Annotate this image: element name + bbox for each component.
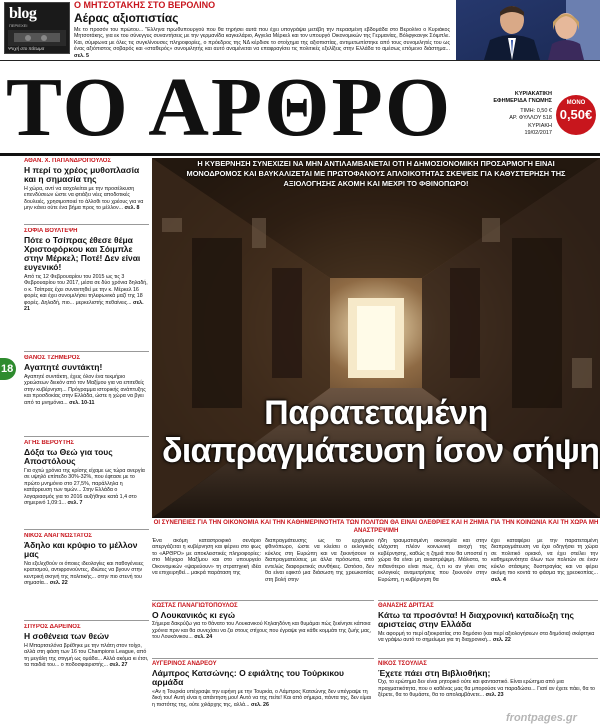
blog-box bbox=[4, 2, 70, 54]
left-author: ΣΠΥΡΟΣ ΔΑΡΕΙΝΟΣ bbox=[24, 624, 81, 630]
left-body-text: Αγαπητέ συντάκτη, έχεις όλον ένα τεκμήριο χρεώσεων διεκόν από τον Μαξίμου για να επιτεθείς στην κυβέρνηση... Πρόγραμμα ιστορικής ανάπτυξης και προσδοκίας στην Ελλάδα, ώστε η χώρα να βγει από τα μνημόνια... bbox=[24, 374, 146, 406]
left-ref: σελ. 22 bbox=[49, 580, 68, 587]
left-ref: σελ. 7 bbox=[67, 500, 83, 507]
blog-caption: Ψυχή στο πάτωμα bbox=[8, 46, 45, 51]
bottom-author: ΚΩΣΤΑΣ ΠΑΝΑΓΙΩΤΟΠΟΥΛΟΣ bbox=[152, 603, 238, 609]
top-band bbox=[0, 0, 600, 60]
main-col bbox=[152, 538, 261, 598]
left-body bbox=[24, 274, 149, 313]
blog-logo: blog bbox=[9, 5, 37, 22]
left-ref: σελ. 8 bbox=[124, 205, 140, 212]
main-col-text: Ένα ακόμη καταστροφικό σενάριο απεργάζεται η κυβέρνηση και φέρνει στο φως το «ΑΡΘΡΟ» με αποκλειστικές πληροφορίες: στο Μέγαρο Μαξίμου και στο υπουργείο Οικονομικών «ψαρεύουν» τη στρατηγική ιδέα να επιχειρηθεί... μακρά παράταση της bbox=[152, 538, 261, 577]
left-title: Δόξα τω Θεώ για τους Αποστόλους bbox=[24, 447, 113, 466]
left-body-text: Από τις 12 Φεβρουαρίου του 2015 ως τις 3 Φεβρουαρίου του 2017, μέσα σε δύο χρόνια δηλαδή, ο κ. Τσίπρας έχει συναντηθεί με την κ. Μέρκελ 16 φορές και έχει συνομιλήσει τηλεφωνικά μαζί της 18 φορές. Δηλαδή, πιο... μερκελιστής πεθαίνεις... bbox=[24, 273, 148, 306]
masthead-day: ΚΥΡΙΑΚΗ bbox=[528, 122, 552, 129]
main-col-text: έχει καταφέρει με την παρατεταμένη διαπραγμάτευση να έχει οδηγήσει τη χώρα σε πολιτικό οριακό, να έχει στείλει την καθημερινότητα όλων των πολιτών σε έναν κύκλο στάσιμης δυσπραγίας και να φέρει ακόμη πιο κοντά το φάσμα της χρεοκοπίας... bbox=[491, 538, 598, 577]
bottom-body bbox=[152, 689, 374, 708]
bottom-ref: σελ. 26 bbox=[250, 701, 269, 708]
blog-sub: ΠΕΡΙΕΧΕΙ bbox=[9, 23, 28, 28]
left-body-text: Για οχτώ χρόνια της κρίσης είχαμε ως τώρα ανεργία σε υψηλό επίπεδο 30%-32%, που έφτασε με το πρώτο μνημόνιο στο 27,5%, παράλληλα η κατάρρευση των τιμών... Στην Ελλάδα ο λογαριασμός για το 2016 αυξήθηκε κατά 1,4 στο σημερινό 1,09:1... bbox=[24, 467, 145, 507]
page-marker-text: 18 bbox=[1, 363, 14, 375]
bottom-body bbox=[378, 631, 598, 644]
top-body-text: Με το προσόν του πρώτου... "Ελληνα πρωθυπουργού που θα τηρήσει αυτά που έχει υπογράψει μετέβη την περασμένη εβδομάδα στο Βερολίνο ο Κυριάκος Μητσοτάκης, για εκ του σύνεγγυς συναντήσεις με την γερμανίδα καγκελάριο, Αγγελα Μέρκελ και τον υπουργό Οικονομικών της Γερμανίας, Βόλφγκανγκ Σόιμπλε. Και, σύμφωνα με όλες τις συγκλίνουσες πληροφορίες, ο πρόεδρος της ΝΔ κέρδισε το στοίχημα της αξιοπιστίας, αντιμετωπίστηκε από τους συνομιλητές του ως ένας αξιόπιστος σοβαρός και «σταθερός» συνομιλητής και αυτό αναμένεται να επαφραγίσει τις πολιτικές εξελίξεις στην Ελλάδα το αμέσως επόμενο διάστημα... bbox=[74, 27, 450, 53]
main-col bbox=[378, 538, 487, 598]
main-story bbox=[152, 158, 600, 518]
masthead-line1: ΚΥΡΙΑΚΑΤΙΚΗ bbox=[514, 91, 552, 97]
left-title: Αγαπητέ συντάκτη! bbox=[24, 362, 103, 373]
masthead-price: ΤΙΜΗ: 0,50 € bbox=[520, 108, 552, 115]
page-marker bbox=[0, 358, 16, 380]
top-body bbox=[74, 27, 450, 60]
politicians-photo bbox=[456, 0, 600, 60]
left-article bbox=[24, 624, 149, 724]
left-column bbox=[24, 158, 149, 726]
bottom-author: ΑΥΓΕΡΙΝΟΣ ΑΝΔΡΕΟΥ bbox=[152, 661, 217, 667]
left-body bbox=[24, 374, 149, 406]
left-title: Η περί το χρέος μυθοπλασία και η σημασία της bbox=[24, 165, 140, 184]
price-badge bbox=[556, 95, 596, 135]
left-author: ΣΟΦΙΑ ΒΟΥΛΤΕΨΗ bbox=[24, 228, 78, 234]
bottom-title: Έχετε πάει στη Βιβλιοθήκη; bbox=[378, 668, 491, 679]
left-body bbox=[24, 186, 149, 212]
left-body-text: Η χώρα, αντί να ασχολείται με την προσέλκυση επενδύσεων ώστε να φτιάξει νέες αποδοτικές δουλειές, χρησιμοποιεί το άλλοθι του χρέους για να μην κάνει ούτε ένα βήμα προς το μέλλον... bbox=[24, 185, 144, 212]
bottom-body-text: Σήμερα δακρύζω για το θάνατο του Λουκανικού Κηλαηδόνη και θυμάμαι πώς ξεκίνησε κάποια χρόνια πριν και θα συνεχίσει να ζει στους στίχους που έγραψε για κάθε κομμάτι της ζωής μας, του Λουκάνικου... bbox=[152, 621, 372, 641]
watermark: frontpages.gr bbox=[506, 712, 577, 724]
left-ref: σελ. 10-11 bbox=[69, 399, 95, 406]
left-author: ΑΓΗΣ ΒΕΡΟΥΤΗΣ bbox=[24, 440, 74, 446]
left-title: Πότε ο Τσίπρας έθεσε θέμα Χριστοφόρκου και Σόιμπλε στην Μέρκελ; Ποτέ! Δεν είναι ευγενικό! bbox=[24, 235, 141, 272]
bottom-article bbox=[378, 600, 598, 655]
masthead-title: ΤΟ ΑΡΘΡΟ bbox=[6, 61, 453, 154]
left-author: ΘΑΝΟΣ ΤΖΗΜΕΡΟΣ bbox=[24, 355, 81, 361]
price-badge-value: 0,50€ bbox=[559, 107, 593, 123]
left-body-text: Η Μπαρτσελόνα βρέθηκε με την πλάτη στον τοίχο, αλλά στη φάση των 16 του Champions League, από τη μεγάλη της στιγμή ως ομάδα... Αλλά ακόμα κι έτσι, τα παιδιά του... ο ποδοσφαιριστής... bbox=[24, 643, 149, 669]
bottom-body bbox=[378, 679, 598, 698]
main-col-text: ήδη τραυματισμένη οικονομία και στην ελάχιστη πλέον κοινωνική ανοχή της κυβέρνησης, καθώς η ζημιά που θα υποστεί η χώρα θα είναι μη αναστρέψιμη. Μάλιστα, το πιθανότερο είναι πως, ό,τι κι αν γίνει στις εκλογικές αναμετρήσεις που ξεκινούν στην Ευρώπη, η κυβέρνηση θα bbox=[378, 538, 487, 583]
bottom-body-text: «Αν η Τουρκία υπέγραψε την ειρήνη με την Τουρκία, ο Λάμπρος Κατσώνης δεν υπέγραψε τη δική του! Αυτή είναι η απάντηση μου! Αυτό να της πείτε! Και από σήμερα, πάντα της, δεν είμαι η πιστότης της, ούτε χιλάρχης της, αλλά... bbox=[152, 688, 371, 708]
left-title: Η σοθένεια των θεών bbox=[24, 631, 110, 642]
left-article bbox=[24, 533, 149, 621]
masthead bbox=[0, 60, 600, 156]
left-article bbox=[24, 158, 149, 225]
main-col bbox=[491, 538, 598, 598]
blog-image bbox=[8, 30, 66, 46]
left-article bbox=[24, 440, 149, 530]
left-author: ΝΙΚΟΣ ΑΝΑΓΝΩΣΤΑΤΟΣ bbox=[24, 533, 92, 539]
bottom-body-text: Με αφορμή το περί αξιοκρατίας στο δημόσιο (και περί αξιολογήσεων στα δημόσια) σκέφτηκα να γράψω αυτό το σημείωμα για τη διαχρονική... bbox=[378, 630, 595, 644]
left-ref: σελ. 21 bbox=[24, 299, 144, 313]
top-ref: σελ. 5 bbox=[74, 52, 89, 59]
bottom-ref: σελ. 23 bbox=[485, 692, 504, 699]
left-title: Άδηλο και κρύφιο το μέλλον μας bbox=[24, 540, 138, 559]
main-headline-line1: Παρατεταμένη bbox=[264, 394, 488, 432]
price-badge-top: ΜΟΝΟ bbox=[566, 100, 586, 106]
left-body-text: Να εξελιχθούν οι όποιες ιδεολογίες και παθογένειες κρατισμού, αντιφρονούντες, ιδιώτες να βγουν στην κεντρική σκηνή της πολιτικής... στην πιο στενή του σημασία... bbox=[24, 560, 144, 587]
main-lead: Η ΚΥΒΕΡΝΗΣΗ ΣΥΝΕΧΙΖΕΙ ΝΑ ΜΗΝ ΑΝΤΙΛΑΜΒΑΝΕΤΑΙ ΟΤΙ Η ΔΗΜΟΣΙΟΝΟΜΙΚΗ ΠΡΟΣΑΡΜΟΓΗ ΕΙΝΑΙ ΜΟΝΟΔΡΟΜΟΣ ΚΑΙ ΒΑΥΚΑΛΙΖΕΤΑΙ ΜΕ ΠΡΩΤΟΦΑΝΟΥΣ ΑΠΛΟΙΚΟΤΗΤΑΣ ΣΚΕΨΕΙΣ ΓΙΑ ΚΑΘΥΣΤΕΡΗΣΗ ΤΗΣ ΑΞΙΟΛΟΓΗΣΗΣ ΑΚΟΜΗ ΚΑΙ ΜΕΧΡΙ ΤΟ ΦΘΙΝΟΠΩΡΟ! bbox=[186, 159, 566, 188]
bottom-author: ΝΙΚΟΣ ΤΣΟΥΛΙΑΣ bbox=[378, 661, 427, 667]
left-author: ΑΘΑΝ. Χ. ΠΑΠΑΝΔΡΟΠΟΥΛΟΣ bbox=[24, 158, 112, 164]
bottom-article bbox=[152, 600, 374, 655]
left-article bbox=[24, 228, 149, 352]
top-headline: Αέρας αξιοπιστίας bbox=[74, 11, 179, 25]
left-body bbox=[24, 468, 149, 507]
bottom-body bbox=[152, 621, 374, 640]
bottom-body-text: Όχι, το ερώτημα δεν είναι ρητορικό ούτε και φανταστικό. Είναι ερώτημα από μια πραγματικότητα, που ο καθένας μας θα μπορούσε να παραδώσει... Γιατί αν έχετε πάει, θα το ξέρετε, θα το θυμάστε, θα το απολαμβάνετε... bbox=[378, 679, 595, 699]
main-headline-line2: διαπραγμάτευση ίσον σήψη bbox=[162, 432, 600, 470]
bottom-article bbox=[152, 658, 374, 728]
left-article bbox=[24, 355, 149, 437]
left-ref: σελ. 27 bbox=[109, 662, 128, 669]
masthead-issue: ΑΡ. ΦΥΛΛΟΥ 518 bbox=[509, 115, 552, 122]
main-col bbox=[265, 538, 374, 598]
masthead-info bbox=[488, 91, 552, 137]
bottom-title: Κάτω τα προσόντα! Η διαχρονική καταδίωξη της αριστείας στην Ελλάδα bbox=[378, 610, 574, 630]
main-headline bbox=[162, 394, 600, 470]
bottom-ref: σελ. 24 bbox=[194, 634, 213, 641]
bottom-ref: σελ. 22 bbox=[492, 637, 511, 644]
bottom-author: ΘΑΝΑΣΗΣ ΔΡΙΤΣΑΣ bbox=[378, 603, 434, 609]
masthead-line2: ΕΦΗΜΕΡΙΔΑ ΓΝΩΜΗΣ bbox=[493, 98, 552, 105]
left-body bbox=[24, 561, 149, 587]
top-kicker: Ο ΜΗΤΣΟΤΑΚΗΣ ΣΤΟ ΒΕΡΟΛΙΝΟ bbox=[74, 0, 216, 10]
main-subhead: ΟΙ ΣΥΝΕΠΕΙΕΣ ΓΙΑ ΤΗΝ ΟΙΚΟΝΟΜΙΑ ΚΑΙ ΤΗΝ ΚΑΘΗΜΕΡΙΝΟΤΗΤΑ ΤΩΝ ΠΟΛΙΤΩΝ ΘΑ ΕΙΝΑΙ ΟΛΕΘΡΙΕΣ ΚΑΙ Η ΖΗΜΙΑ ΓΙΑ ΤΗΝ ΚΟΙΝΩΝΙΑ ΚΑΙ ΤΗ ΧΩΡΑ ΜΗ ΑΝΑΣΤΡΕΨΙΜΗ bbox=[153, 519, 599, 534]
main-col-text: διαπραγμάτευσης ως το ερχόμενο φθινόπωρο, ώστε να κλείσει ο εκλογικός κύκλος στη Ευρώπη και να ξεκινήσουν οι διαπραγματεύσεις με άλλα πρόσωπα, από εντελώς διαφορετικές συνθήκες. Ωστόσο, δεν θα είναι εφικτό μια διάσωση της χρεωκοπίας στη βολή στην bbox=[265, 538, 374, 583]
left-body bbox=[24, 643, 149, 669]
bottom-title: Ο Λουκανικός κι εγώ bbox=[152, 610, 236, 621]
bottom-title: Λάμπρος Κατσώνης: Ο εφιάλτης του Τούρκικου αρμάδα bbox=[152, 668, 344, 688]
main-col-ref: σελ. 4 bbox=[491, 576, 506, 583]
masthead-date: 19/02/2017 bbox=[524, 129, 552, 136]
